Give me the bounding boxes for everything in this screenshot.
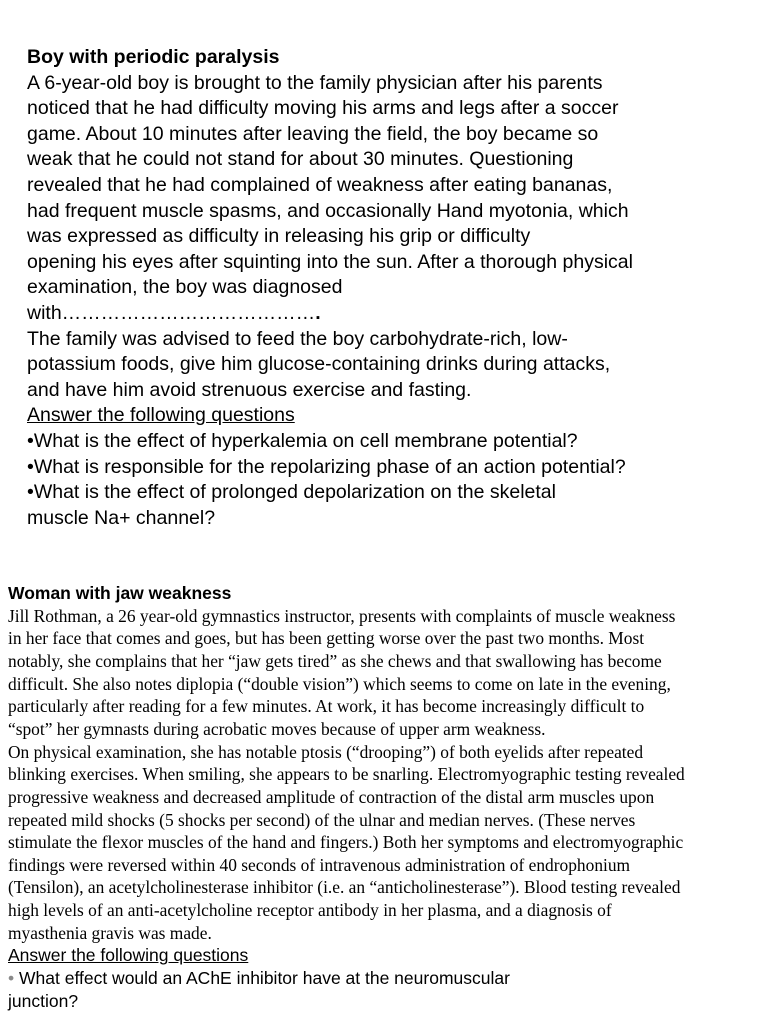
paragraph-line: (Tensilon), an acetylcholinesterase inhibitor (i.e. an “anticholinesterase”). Blood testing revealed (8, 877, 681, 898)
paragraph-line: A 6-year-old boy is brought to the family physician after his parents (27, 71, 603, 94)
paragraph-line: blinking exercises. When smiling, she appears to be snarling. Electromyographic testing revealed (8, 764, 685, 785)
case-title: Woman with jaw weakness (8, 583, 232, 603)
diagnosis-blank-line (27, 301, 727, 327)
paragraph-line: examination, the boy was diagnosed (27, 276, 343, 299)
bullet-icon: • (8, 968, 15, 989)
paragraph-line: noticed that he had difficulty moving his arms and legs after a soccer (27, 97, 619, 120)
paragraph-line: notably, she complains that her “jaw gets tired” as she chews and that swallowing has become (8, 650, 662, 671)
paragraph-line: weak that he could not stand for about 30 minutes. Questioning (27, 148, 574, 171)
paragraph-line: stimulate the flexor muscles of the hand and fingers.) Both her symptoms and electromyographic (8, 832, 684, 853)
paragraph-line: in her face that comes and goes, but has been getting worse over the past two months. Most (8, 628, 645, 649)
question-item: •What is responsible for the repolarizing phase of an action potential? (27, 455, 626, 478)
question-item-continuation: junction? (8, 991, 79, 1012)
paragraph-line: and have him avoid strenuous exercise and fasting. (27, 378, 472, 401)
question-item: •What is the effect of prolonged depolarization on the skeletal (27, 481, 556, 504)
paragraph-line: findings were reversed within 40 seconds of intravenous administration of endrophonium (8, 854, 631, 875)
paragraph-line: difficult. She also notes diplopia (“double vision”) which seems to come on late in the evening, (8, 673, 671, 694)
paragraph-line: repeated mild shocks (5 shocks per second) of the ulnar and median nerves. (These nerves (8, 809, 636, 830)
case-boy-periodic-paralysis (27, 45, 727, 531)
paragraph-line: opening his eyes after squinting into the sun. After a thorough physical (27, 250, 633, 273)
case-title: Boy with periodic paralysis (27, 46, 280, 68)
paragraph-line: Jill Rothman, a 26 year-old gymnastics instructor, presents with complaints of muscle weakness (8, 605, 676, 626)
paragraph-line: game. About 10 minutes after leaving the field, the boy became so (27, 122, 599, 145)
paragraph-line: progressive weakness and decreased amplitude of contraction of the distal arm muscles upon (8, 786, 655, 807)
paragraph-line: “spot” her gymnasts during acrobatic moves because of upper arm weakness. (8, 718, 546, 739)
paragraph-line: The family was advised to feed the boy carbohydrate-rich, low- (27, 327, 568, 350)
paragraph-line: was expressed as difficulty in releasing his grip or difficulty (27, 225, 531, 248)
paragraph-line: revealed that he had complained of weakness after eating bananas, (27, 173, 613, 196)
paragraph-line: On physical examination, she has notable ptosis (“drooping”) of both eyelids after repeated (8, 741, 644, 762)
question-item: •What is the effect of hyperkalemia on cell membrane potential? (27, 429, 578, 452)
diagnosis-blank-text: with………………………………… (27, 301, 316, 324)
question-item-continuation: muscle Na+ channel? (27, 506, 216, 529)
case-woman-jaw-weakness (8, 582, 764, 1013)
questions-heading: Answer the following questions (27, 404, 295, 427)
question-text: What effect would an AChE inhibitor have at the neuromuscular (14, 968, 510, 989)
paragraph-line: potassium foods, give him glucose-containing drinks during attacks, (27, 353, 611, 376)
paragraph-line: high levels of an anti-acetylcholine receptor antibody in her plasma, and a diagnosis of (8, 900, 612, 921)
question-item (8, 967, 764, 990)
diagnosis-blank-period: . (315, 301, 321, 324)
paragraph-line: myasthenia gravis was made. (8, 922, 212, 943)
paragraph-line: had frequent muscle spasms, and occasionally Hand myotonia, which (27, 199, 629, 222)
paragraph-line: particularly after reading for a few minutes. At work, it has become increasingly difficult to (8, 696, 645, 717)
questions-heading: Answer the following questions (8, 945, 249, 966)
